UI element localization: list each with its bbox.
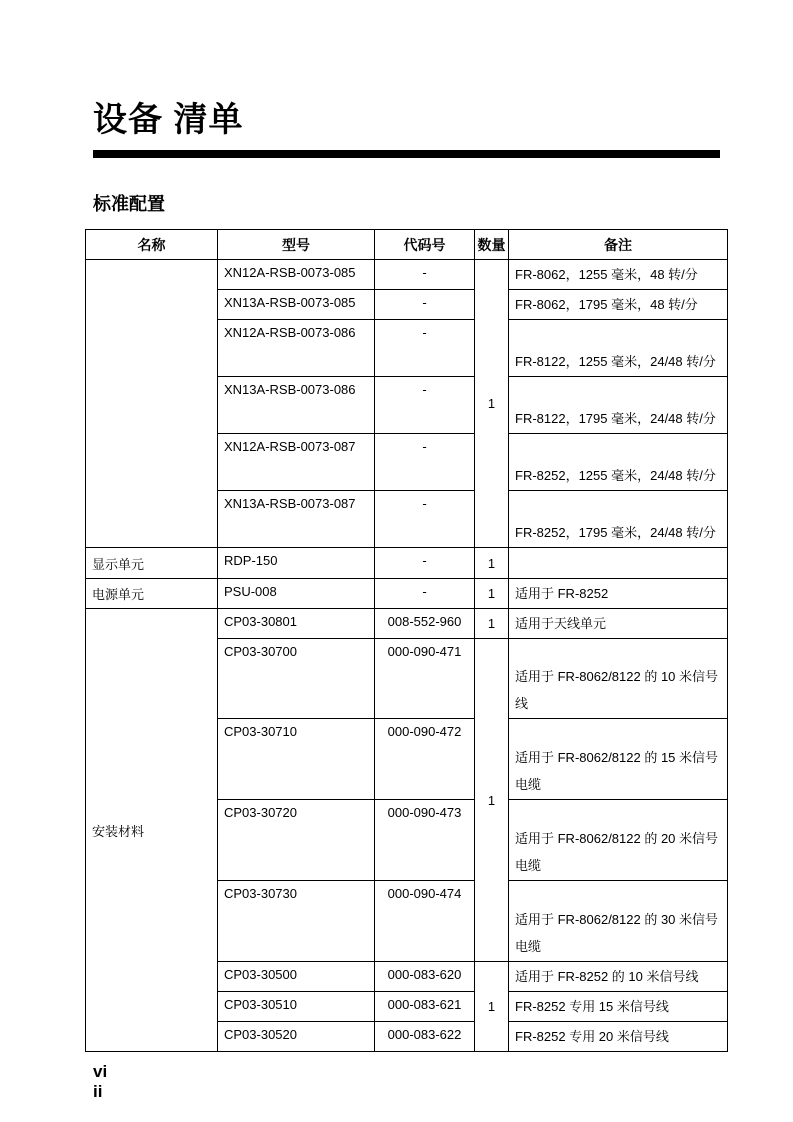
cell-remark: FR-8252，1255 毫米，24/48 转/分 (509, 434, 728, 491)
cell-name: 电源单元 (86, 579, 218, 609)
cell-code: - (375, 434, 475, 491)
header-name: 名称 (86, 230, 218, 260)
cell-remark: 适用于 FR-8252 的 10 米信号线 (509, 962, 728, 992)
cell-remark: 适用于天线单元 (509, 609, 728, 639)
cell-name (86, 260, 218, 548)
cell-remark: 适用于 FR-8062/8122 的 30 米信号电缆 (509, 881, 728, 962)
section-heading: 标准配置 (93, 194, 165, 214)
cell-code: 000-090-471 (375, 639, 475, 719)
header-model: 型号 (218, 230, 375, 260)
title-divider (93, 150, 720, 158)
cell-remark: 适用于 FR-8062/8122 的 10 米信号线 (509, 639, 728, 719)
table-header-row (86, 230, 728, 260)
cell-model: CP03-30500 (218, 962, 375, 992)
cell-remark (509, 548, 728, 579)
cell-model: XN13A-RSB-0073-087 (218, 491, 375, 548)
table-row (86, 260, 728, 290)
cell-model: RDP-150 (218, 548, 375, 579)
cell-qty: 1 (475, 962, 509, 1052)
cell-model: PSU-008 (218, 579, 375, 609)
cell-code: 000-083-621 (375, 992, 475, 1022)
cell-model: CP03-30520 (218, 1022, 375, 1052)
cell-remark: FR-8122，1795 毫米，24/48 转/分 (509, 377, 728, 434)
cell-model: CP03-30700 (218, 639, 375, 719)
cell-remark: FR-8252 专用 20 米信号线 (509, 1022, 728, 1052)
cell-code: 000-083-620 (375, 962, 475, 992)
cell-qty: 1 (475, 548, 509, 579)
cell-remark: 适用于 FR-8252 (509, 579, 728, 609)
cell-remark: FR-8252，1795 毫米，24/48 转/分 (509, 491, 728, 548)
cell-remark: FR-8252 专用 15 米信号线 (509, 992, 728, 1022)
cell-code: 000-083-622 (375, 1022, 475, 1052)
cell-model: XN13A-RSB-0073-085 (218, 290, 375, 320)
cell-remark: FR-8062，1255 毫米，48 转/分 (509, 260, 728, 290)
cell-name: 安装材料 (86, 609, 218, 1052)
table-row (86, 609, 728, 639)
cell-code: 000-090-473 (375, 800, 475, 881)
page-number: vi ii (93, 1062, 108, 1101)
cell-model: CP03-30710 (218, 719, 375, 800)
cell-code: - (375, 320, 475, 377)
cell-model: CP03-30720 (218, 800, 375, 881)
cell-name: 显示单元 (86, 548, 218, 579)
cell-remark: FR-8122，1255 毫米，24/48 转/分 (509, 320, 728, 377)
cell-model: XN13A-RSB-0073-086 (218, 377, 375, 434)
header-code: 代码号 (375, 230, 475, 260)
cell-remark: 适用于 FR-8062/8122 的 20 米信号电缆 (509, 800, 728, 881)
header-remark: 备注 (509, 230, 728, 260)
header-qty: 数量 (475, 230, 509, 260)
cell-code: 008-552-960 (375, 609, 475, 639)
cell-remark: FR-8062，1795 毫米，48 转/分 (509, 290, 728, 320)
equipment-table (85, 229, 728, 1052)
cell-code: - (375, 377, 475, 434)
cell-code: - (375, 260, 475, 290)
cell-code: 000-090-474 (375, 881, 475, 962)
cell-model: XN12A-RSB-0073-085 (218, 260, 375, 290)
cell-model: CP03-30801 (218, 609, 375, 639)
cell-remark: 适用于 FR-8062/8122 的 15 米信号电缆 (509, 719, 728, 800)
cell-model: CP03-30730 (218, 881, 375, 962)
cell-code: - (375, 491, 475, 548)
cell-qty: 1 (475, 260, 509, 548)
table-row (86, 548, 728, 579)
cell-model: XN12A-RSB-0073-087 (218, 434, 375, 491)
page-title: 设备 清单 (93, 101, 244, 139)
cell-code: - (375, 579, 475, 609)
table-row (86, 579, 728, 609)
cell-qty: 1 (475, 639, 509, 962)
cell-model: XN12A-RSB-0073-086 (218, 320, 375, 377)
cell-code: - (375, 548, 475, 579)
cell-qty: 1 (475, 609, 509, 639)
cell-code: 000-090-472 (375, 719, 475, 800)
cell-model: CP03-30510 (218, 992, 375, 1022)
cell-qty: 1 (475, 579, 509, 609)
cell-code: - (375, 290, 475, 320)
